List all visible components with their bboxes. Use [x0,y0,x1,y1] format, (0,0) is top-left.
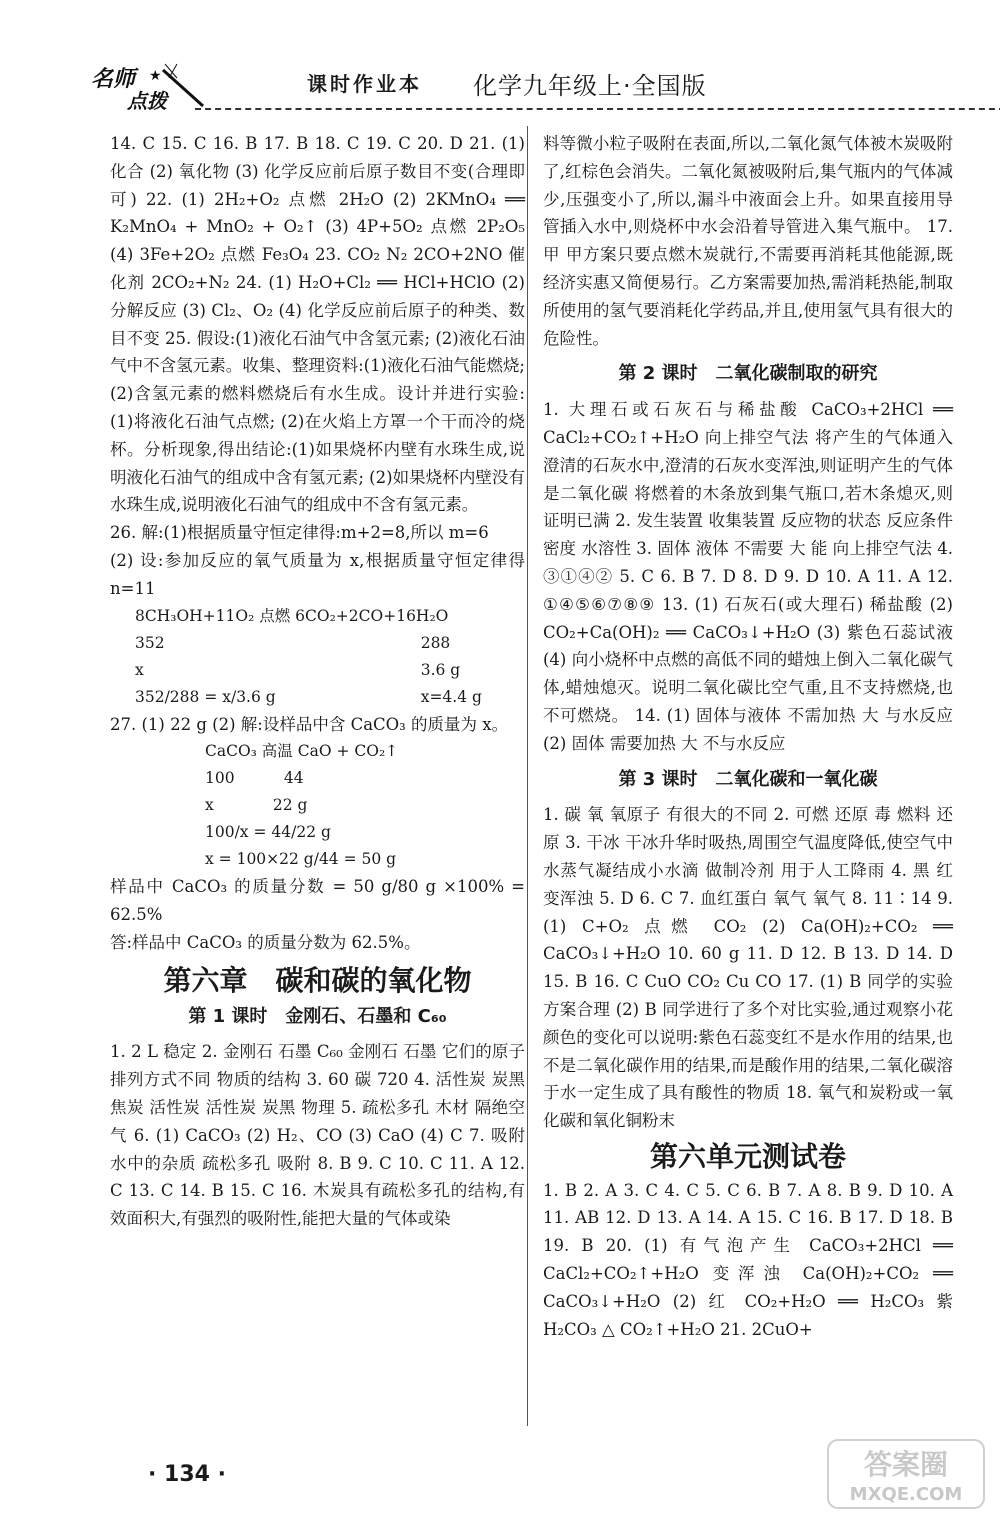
brand-logo [85,60,205,116]
book-title: 化学九年级上·全国版 [473,72,707,100]
series-title: 课时作业本 [307,72,422,96]
page-header [85,60,1000,116]
answer-26-part2: (2) 设:参加反应的氧气质量为 x,根据质量守恒定律得 n=11 [110,550,525,598]
logo-line1: 名师 [91,66,136,92]
lesson-1-title: 第 1 课时 金刚石、石墨和 C₆₀ [188,1005,447,1027]
answer-27: 27. (1) 22 g (2) 解:设样品中含 CaCO₃ 的质量为 x。 [110,714,509,734]
watermark-logo [826,1438,986,1510]
answer-27-conclusion: 答:样品中 CaCO₃ 的质量分数为 62.5%。 [110,932,421,952]
logo-line2: 点拨 [127,89,167,113]
calc-26-left: 352 x 352/288 = x/3.6 g [135,633,276,706]
svg-text:答案圈: 答案圈 [863,1448,949,1481]
page-number: · 134 · [148,1462,226,1487]
right-column [543,130,953,1343]
calc-27: 100 44 x 22 g 100/x = 44/22 g x = 100×22 g/44 = 50 g [205,769,397,869]
column-divider [527,126,528,1426]
equation-27: CaCO₃ 高温 CaO + CO₂↑ [205,742,399,761]
equation-26: 8CH₃OH+11O₂ 点燃 6CO₂+2CO+16H₂O [135,606,449,625]
answers-14-25: 14. C 15. C 16. B 17. B 18. C 19. C 20. D 21. (1) 化合 (2) 氧化物 (3) 化学反应前后原子数目不变(合理即可) 22. (1) 2H₂+O₂ 点燃 2H₂O (2) 2KMnO₄ ══ K₂MnO₄ + MnO₂ + O₂↑ (3) 4P+5O₂ 点燃 2P₂O₅ (4) 3Fe+2O₂ 点燃 Fe₃O₄ 23. CO₂ N₂ 2CO+2NO 催化剂 2CO₂+N₂ 24. (1) H₂O+Cl₂ ══ HCl+HClO (2) 分解反应 (3) Cl₂、O₂ (4) 化学反应前后原子的种类、数目不变 25. 假设:(1)液化石油气中含氢元素; (2)液化石油气中不含氢元素。收集、整理资料:(1)液化石油气能燃烧; (2)含氢元素的燃料燃烧后有水生成。设计并进行实验:(1)将液化石油气点燃; (2)在火焰上方罩一个干而冷的烧杯。分析现象,得出结论:(1)如果烧杯内壁有水珠生成,说明液化石油气的组成中含有氢元素; (2)如果烧杯内壁没有水珠生成,说明液化石油气的组成中不含有氢元素。 [110,134,525,515]
calc-26 [110,630,525,711]
answer-26-part1: 26. 解:(1)根据质量守恒定律得:m+2=8,所以 m=6 [110,523,489,543]
lesson-2-answers: 1. 大理石或石灰石与稀盐酸 CaCO₃+2HCl ══ CaCl₂+CO₂↑+H₂O 向上排空气法 将产生的气体通入澄清的石灰水中,澄清的石灰水变浑浊,则证明产生的气体是二氧化碳 将燃着的木条放到集气瓶口,若木条熄灭,则证明已满 2. 发生装置 收集装置 反应物的状态 反应条件 密度 水溶性 3. 固体 液体 不需要 大 能 向上排空气法 4. ③①④② 5. C 6. B 7. D 8. D 9. D 10. A 11. A 12. ①④⑤⑥⑦⑧⑨ 13. (1) 石灰石(或大理石) 稀盐酸 (2) CO₂+Ca(OH)₂ ══ CaCO₃↓+H₂O (3) 紫色石蕊试液 (4) 向小烧杯中点燃的高低不同的蜡烛上倒入二氧化碳气体,蜡烛熄灭。说明二氧化碳比空气重,且不支持燃烧,也不可燃烧。 14. (1) 固体与液体 不需加热 大 与水反应 (2) 固体 需要加热 大 不与水反应 [543,400,953,753]
calc-26-right: 288 3.6 g x=4.4 g [420,633,482,706]
pen-icon [163,70,203,106]
lesson-1-answers: 1. 2 L 稳定 2. 金刚石 石墨 C₆₀ 金刚石 石墨 它们的原子排列方式不同 物质的结构 3. 60 碳 720 4. 活性炭 炭黑 焦炭 活性炭 活性炭 炭黑 物理 5. 疏松多孔 木材 隔绝空气 6. (1) CaCO₃ (2) H₂、CO (3) CaO (4) C 7. 吸附水中的杂质 疏松多孔 吸附 8. B 9. C 10. C 11. A 12. C 13. C 14. B 15. C 16. 木炭具有疏松多孔的结构,有效面积大,有强烈的吸附性,能把大量的气体或染 [110,1042,525,1229]
header-rule [195,108,1000,110]
unit-test-title: 第六单元测试卷 [649,1139,846,1173]
lesson-3-answers: 1. 碳 氧 氧原子 有很大的不同 2. 可燃 还原 毒 燃料 还原 3. 干冰 干冰升华时吸热,周围空气温度降低,使空气中水蒸气凝结成小水滴 做制冷剂 用于人工降雨 4. 黑 红 变浑浊 5. D 6. C 7. 血红蛋白 氧气 氧气 8. 11∶14 9. (1) C+O₂ 点燃 CO₂ (2) Ca(OH)₂+CO₂ ══ CaCO₃↓+H₂O 10. 60 g 11. D 12. B 13. D 14. D 15. B 16. C CuO CO₂ Cu CO 17. (1) B 同学的实验方案合理 (2) B 同学进行了多个对比实验,通过观察小花颜色的变化可以说明:紫色石蕊变红不是水作用的结果,也不是二氧化碳作用的结果,而是酸作用的结果,二氧化碳溶于水一定生成了具有酸性的物质 18. 氧气和炭粉或一氧化碳和氧化铜粉末 [543,805,953,1131]
lesson-3-title: 第 3 课时 二氧化碳和一氧化碳 [618,768,878,790]
chapter-title: 第六章 碳和碳的氧化物 [163,963,472,997]
svg-text:MXQE.COM: MXQE.COM [849,1484,963,1505]
star-icon: ★ [149,68,162,84]
unit-test-answers: 1. B 2. A 3. C 4. C 5. C 6. B 7. A 8. B 9. D 10. A 11. AB 12. D 13. A 14. A 15. C 16. B 17. D 18. B 19. B 20. (1) 有气泡产生 CaCO₃+2HCl ══ CaCl₂+CO₂↑+H₂O 变浑浊 Ca(OH)₂+CO₂ ══ CaCO₃↓+H₂O (2) 红 CO₂+H₂O ══ H₂CO₃ 紫 H₂CO₃ △ CO₂↑+H₂O 21. 2CuO+ [543,1180,953,1339]
left-column [110,130,525,1233]
answer-27-fraction: 样品中 CaCO₃ 的质量分数 = 50 g/80 g ×100% = 62.5% [110,877,525,925]
answer-16-17-continued: 料等微小粒子吸附在表面,所以,二氧化氮气体被木炭吸附了,红棕色会消失。二氧化氮被吸附后,集气瓶内的气体减少,压强变小了,所以,漏斗中液面会上升。如果直接用导管插入水中,则烧杯中水会沿着导管进入集气瓶中。 17. 甲 甲方案只要点燃木炭就行,不需要再消耗其他能源,既经济实惠又简便易行。乙方案需要加热,需消耗热能,制取所使用的氢气要消耗化学药品,并且,使用氢气具有很大的危险性。 [543,134,953,348]
lesson-2-title: 第 2 课时 二氧化碳制取的研究 [618,363,878,385]
